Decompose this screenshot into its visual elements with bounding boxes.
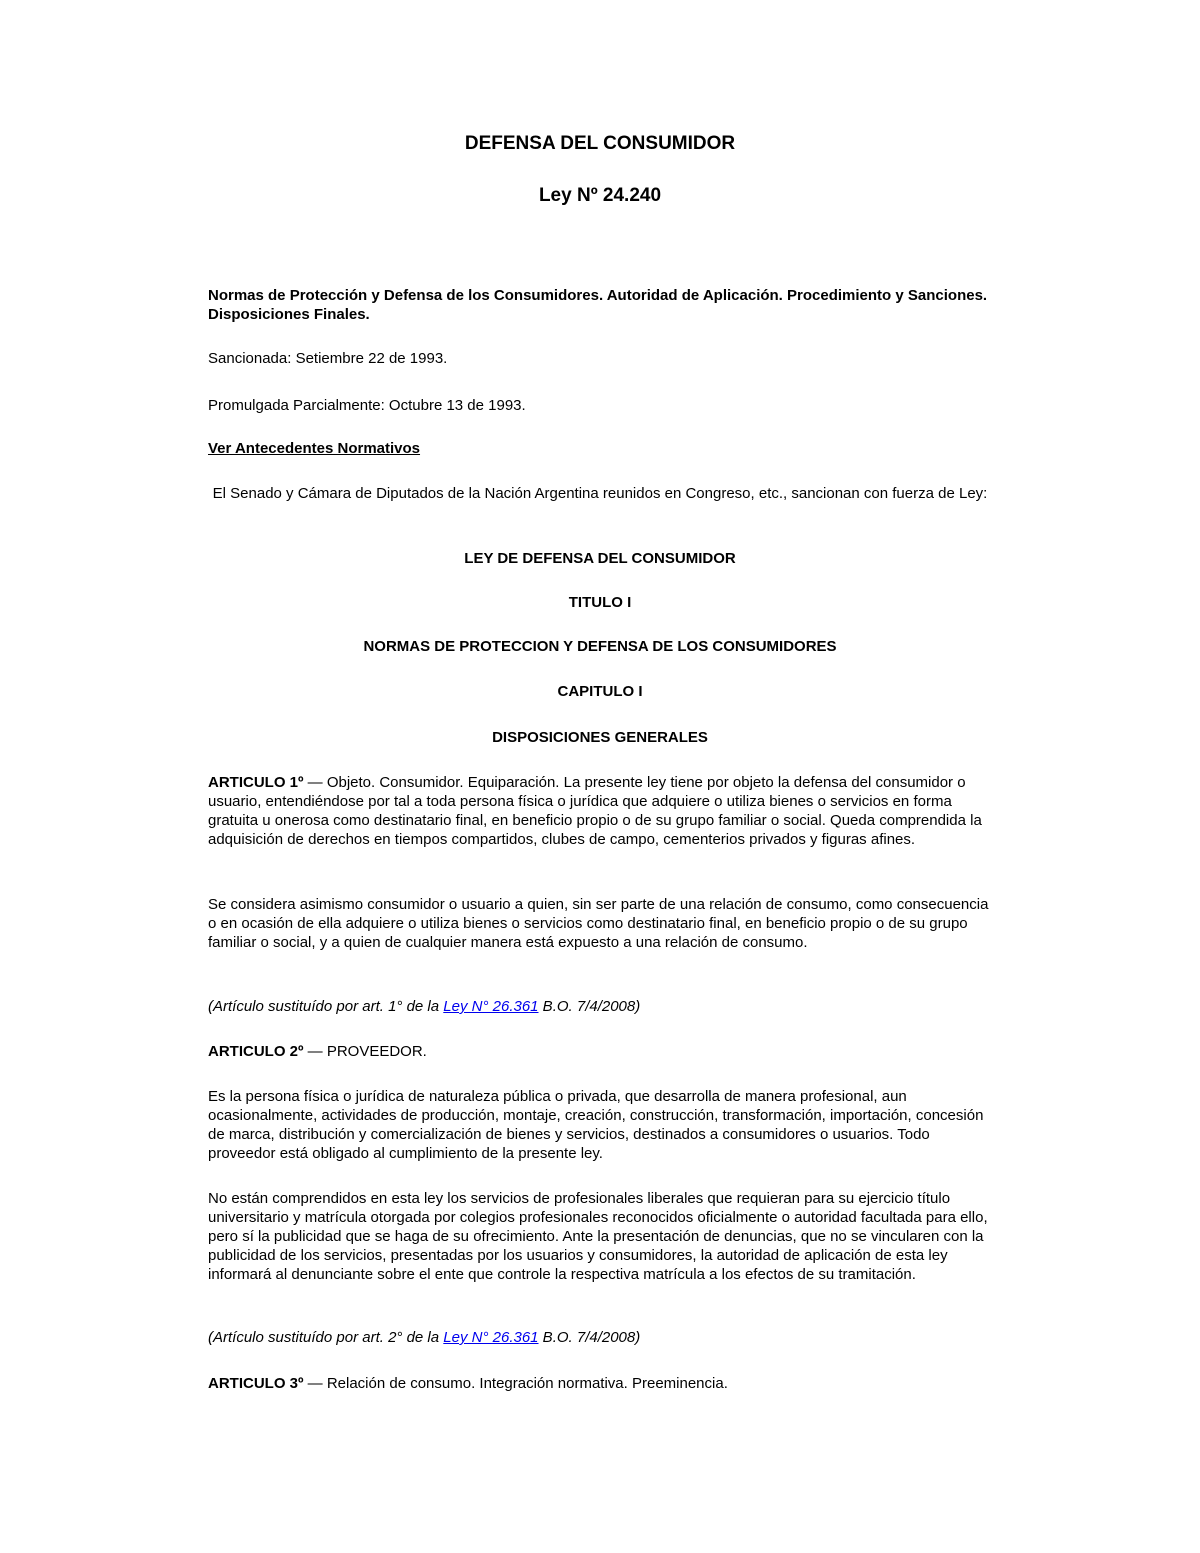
law-summary: Normas de Protección y Defensa de los Consumidores. Autoridad de Aplicación. Procedimiento y Sanciones. Disposiciones Finales.: [208, 287, 988, 323]
document-title: DEFENSA DEL CONSUMIDOR: [464, 133, 736, 154]
law-heading: LEY DE DEFENSA DEL CONSUMIDOR: [464, 550, 736, 567]
article-2-paragraph-2: No están comprendidos en esta ley los servicios de profesionales liberales que requieran para su ejercicio título universitario y matrícula otorgada por colegios profesionales reconocidos oficialmente o autoridad facultada para ello, pero sí la publicidad que se haga de su ofrecimiento. Ante la presentación de denuncias, que no se vincularen con la publicidad de los servicios, presentadas por los usuarios y consumidores, la autoridad de aplicación de esta ley informará al denunciante sobre el ente que controle la respectiva matrícula a los efectos de su tramitación.: [208, 1190, 988, 1283]
article-1-text: — Objeto. Consumidor. Equiparación. La presente ley tiene por objeto la defensa del consumidor o usuario, entendiéndose por tal a toda persona física o jurídica que adquiere o utiliza bienes o servicios en forma gratuita u onerosa como destinatario final, en beneficio propio o de su grupo familiar o social. Queda comprendida la adquisición de derechos en tiempos compartidos, clubes de campo, cementerios privados y figuras afines.: [208, 774, 982, 848]
sanctioned-date: Sancionada: Setiembre 22 de 1993.: [208, 350, 448, 367]
article-2-note-prefix: (Artículo sustituído por art. 2° de la: [208, 1329, 444, 1346]
article-1-label: ARTICULO 1º: [208, 774, 304, 791]
article-1: [208, 773, 992, 849]
article-1-paragraph-2: Se considera asimismo consumidor o usuario a quien, sin ser parte de una relación de consumo, como consecuencia o en ocasión de ella adquiere o utiliza bienes o servicios como destinatario final, en beneficio propio o de su grupo familiar o social, y a quien de cualquier manera está expuesto a una relación de consumo.: [208, 896, 989, 951]
law-number: Ley Nº 24.240: [538, 185, 662, 206]
article-2-note: [208, 1328, 992, 1347]
article-2-paragraph-1: Es la persona física o jurídica de naturaleza pública o privada, que desarrolla de manera profesional, aun ocasionalmente, actividades de producción, montaje, creación, construcción, transformación, importación, concesión de marca, distribución y comercialización de bienes y servicios, destinados a consumidores o usuarios. Todo proveedor está obligado al cumplimiento de la presente ley.: [208, 1088, 984, 1162]
capitulo-heading: CAPITULO I: [557, 683, 643, 700]
article-1-note-suffix: B.O. 7/4/2008): [538, 998, 641, 1015]
article-1-note: [208, 997, 992, 1016]
promulgated-date: Promulgada Parcialmente: Octubre 13 de 1993.: [208, 397, 526, 414]
article-3-text: — Relación de consumo. Integración normativa. Preeminencia.: [303, 1375, 728, 1392]
article-3-label: ARTICULO 3º: [208, 1375, 304, 1392]
article-2-note-suffix: B.O. 7/4/2008): [538, 1329, 641, 1346]
capitulo-name-heading: DISPOSICIONES GENERALES: [492, 729, 708, 746]
titulo-heading: TITULO I: [568, 594, 632, 611]
preamble: El Senado y Cámara de Diputados de la Nación Argentina reunidos en Congreso, etc., sancionan con fuerza de Ley:: [212, 485, 988, 502]
article-1-law-link[interactable]: Ley N° 26.361: [443, 998, 539, 1015]
antecedents-paragraph: [208, 439, 992, 458]
article-2-label: ARTICULO 2º: [208, 1043, 304, 1060]
antecedents-link[interactable]: Ver Antecedentes Normativos: [208, 440, 421, 457]
article-1-note-prefix: (Artículo sustituído por art. 1° de la: [208, 998, 444, 1015]
article-2-law-link[interactable]: Ley N° 26.361: [443, 1329, 539, 1346]
article-2: [208, 1042, 992, 1061]
article-2-text: — PROVEEDOR.: [303, 1043, 427, 1060]
titulo-name-heading: NORMAS DE PROTECCION Y DEFENSA DE LOS CONSUMIDORES: [363, 638, 837, 655]
article-3: [208, 1374, 992, 1393]
